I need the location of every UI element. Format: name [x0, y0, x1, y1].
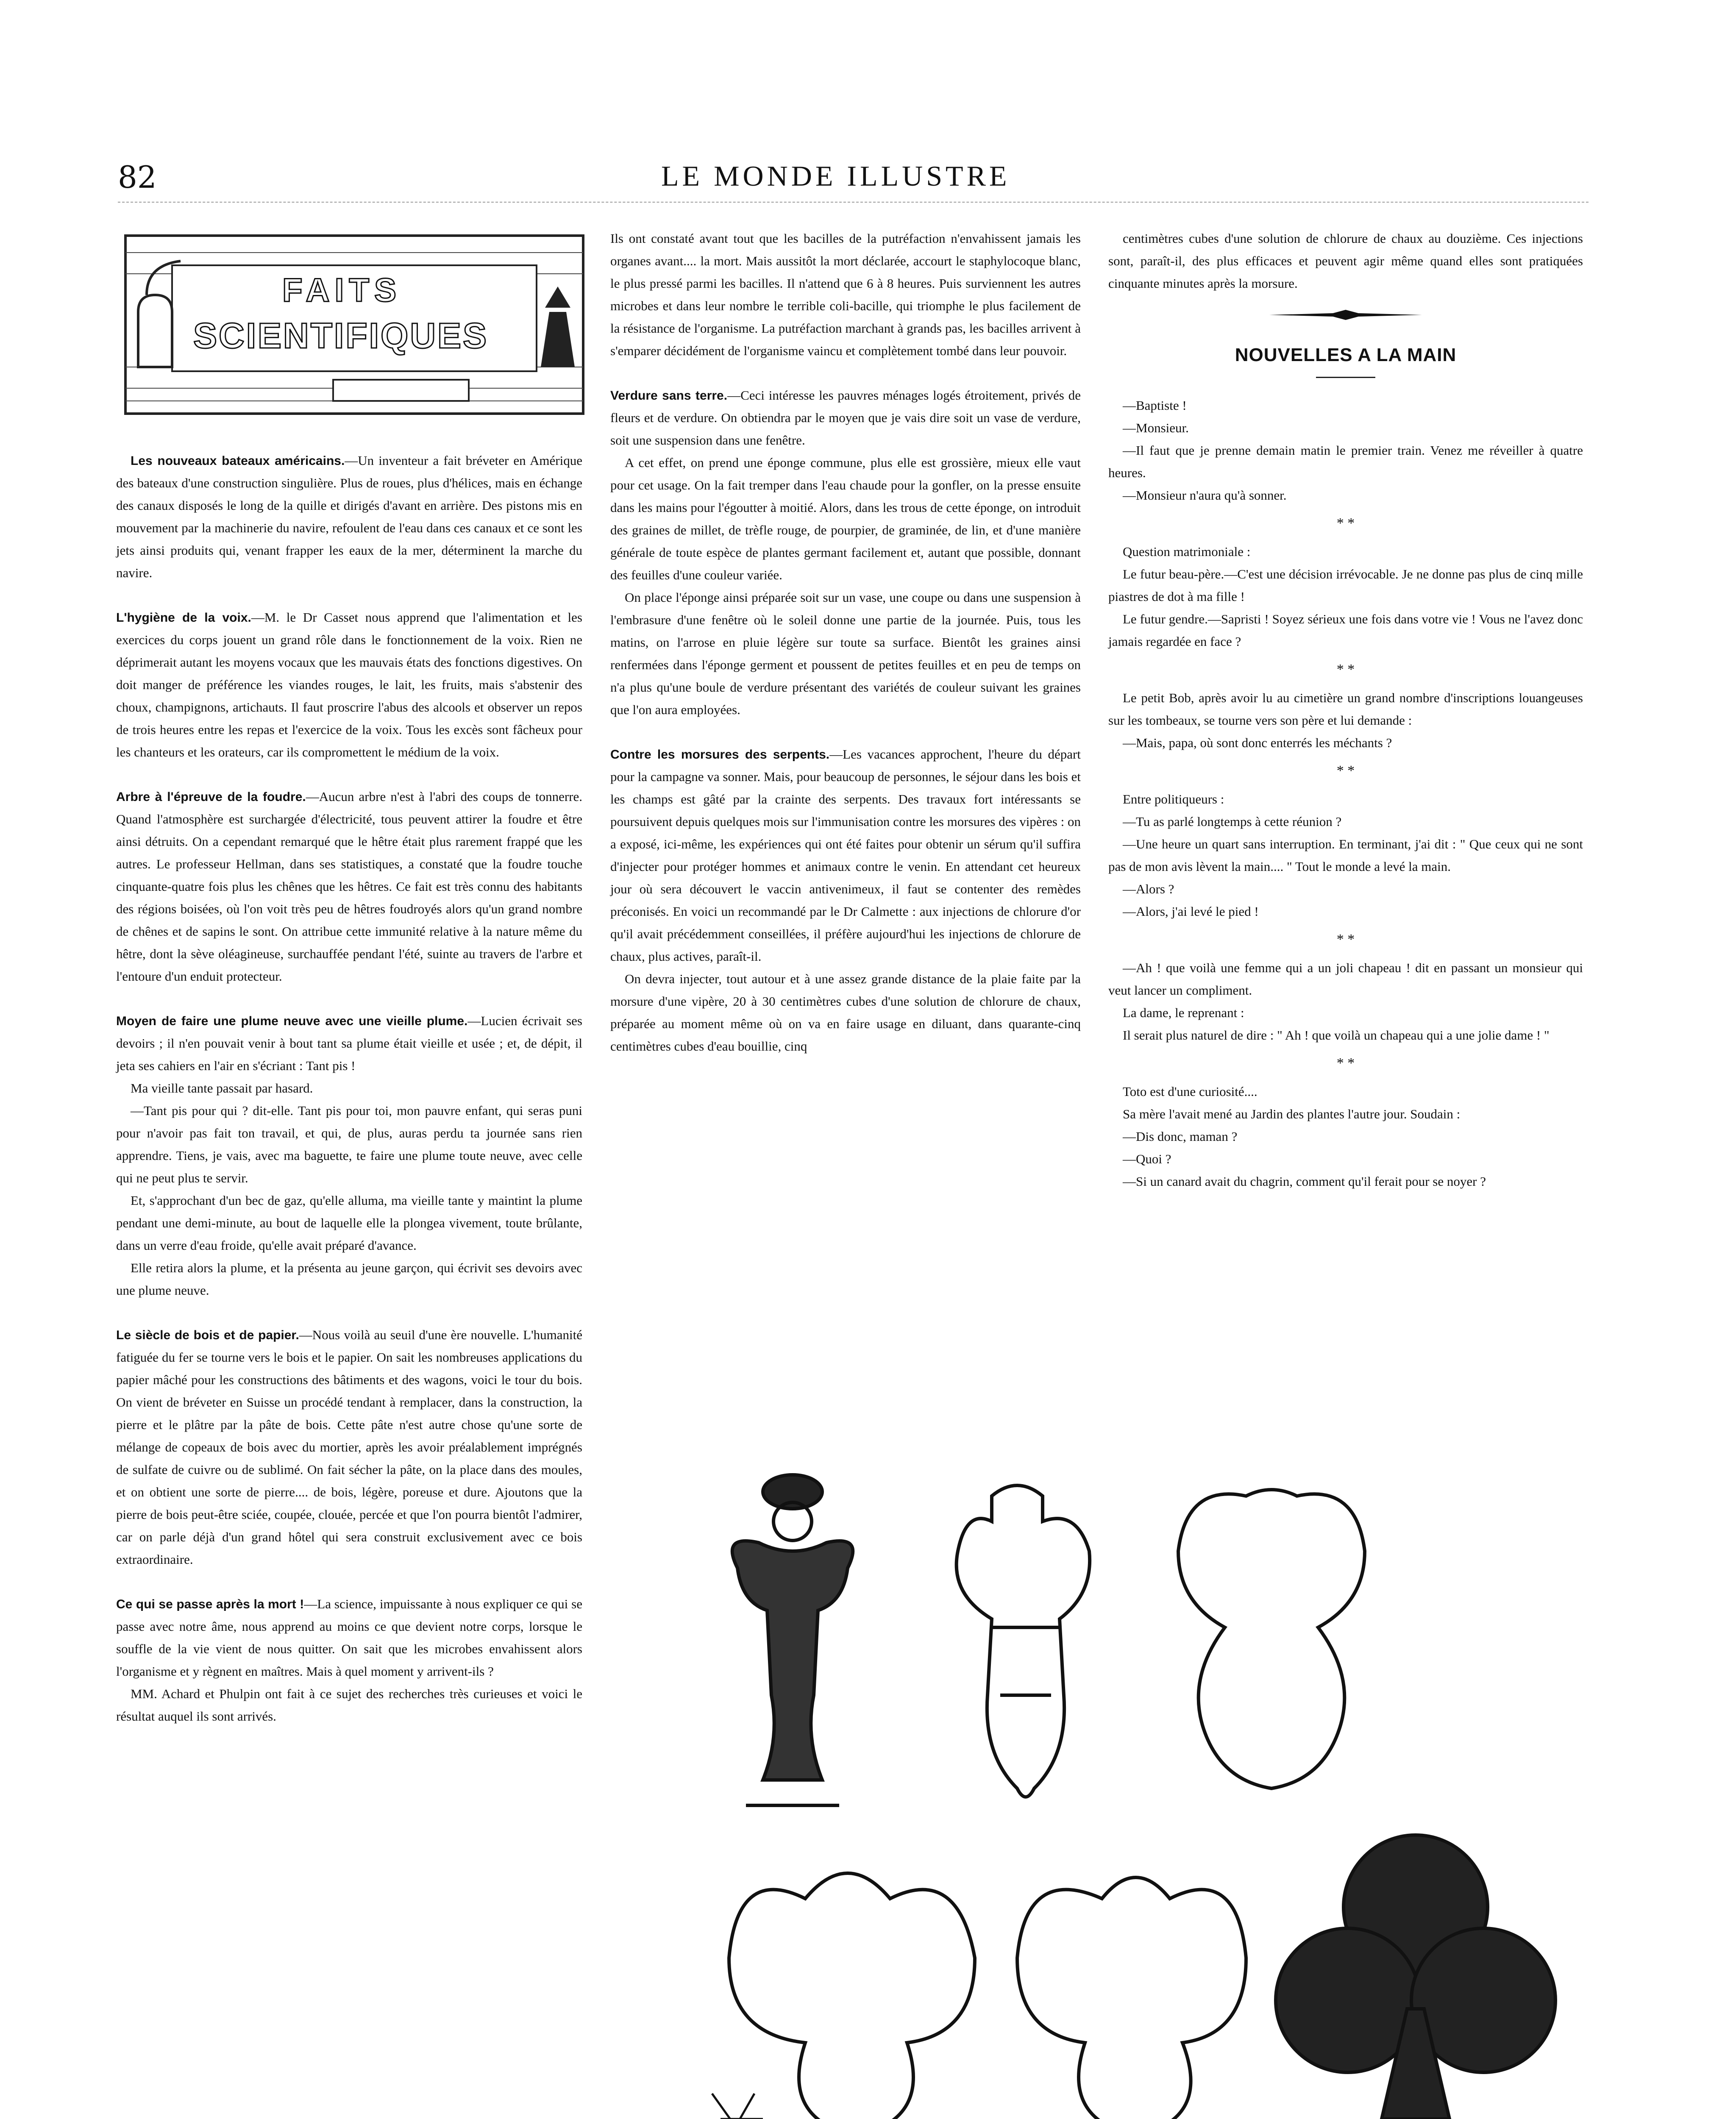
asterism: * *: [1336, 662, 1355, 677]
article-body: —Lucien écrivait ses devoirs ; il n'en pouvait venir à bout tant sa plume était vieille et usée ; et, de dépit, il jeta ses cahiers en l'air en s'écriant : Tant pis !: [116, 1013, 582, 1073]
article-body: —Ceci intéresse les pauvres ménages logés étroitement, privés de fleurs et de verdure. On obtiendra par le moyen que je vais dire soit un vase de verdure, soit une suspension dans une fenêtre.: [610, 388, 1081, 448]
article-body: —Un inventeur a fait bréveter en Amérique des bateaux d'une construction singulière. Plus de roues, plus d'hélices, mais en échange des canaux disposés le long de la quille et dirigés d'avant en arrière. Des pistons mis en mouvement par la machinerie du navire, refoulent de l'eau dans ces canaux et ce sont les jets ainsi produits qui, venant frapper les eaux de la mer, déterminent la marche du navire.: [116, 453, 582, 580]
anecdote-line: Entre politiqueurs :: [1123, 792, 1224, 806]
anecdote-line: —Il faut que je prenne demain matin le premier train. Venez me réveiller à quatre heures.: [1108, 443, 1583, 480]
article-body: —M. le Dr Casset nous apprend que l'alimentation et les exercices du corps jouent un grand rôle dans le fonctionnement de la voix. Rien ne déprimerait autant les moyens vocaux que les mauvais états des fonctions digestives. On doit manger de préférence les viandes rouges, le lait, les fruits, mais s'abstenir des choux, champignons, artichauts. Il faut proscrire l'abus des alcools et observer un repos de trois heures entre les repas et l'exercice de la voix. Tous les excès sont fâcheux pour les chanteurs et les orateurs, car ils compromettent le médium de la voix.: [116, 610, 582, 759]
article-paragraph: [610, 227, 1081, 362]
artist-signature: [712, 2094, 763, 2119]
column-1: [116, 449, 582, 1727]
article-paragraph: On place l'éponge ainsi préparée soit sur un vase, une coupe ou dans une suspension à l'embrasure d'une fenêtre où le soleil donne une partie de la journée. Puis, tous les matins, on l'arrose en pluie légère sur toute sa surface. Bientôt les graines ainsi renfermées dans l'éponge germent et poussent de petites feuilles et en peu de temps on n'a plus qu'une boule de verdure présentant des variétés de couleur suivant les graines que l'on aura employées.: [610, 590, 1081, 717]
article-title: Verdure sans terre.: [610, 389, 728, 403]
article-paragraph: A cet effet, on prend une éponge commune, plus elle est grossière, mieux elle vaut pour cet usage. On la fait tremper dans l'eau chaude pour la gonfler, on la presse ensuite dans les mains pour l'égoutter à moitié. Alors, dans les trous de cette éponge, on introduit des graines de millet, de trèfle rouge, de pourpier, de graminée, de lin, et d'une manière générale de toute espèce de plantes germant facilement et, autant que possible, donnant des feuilles d'une couleur variée.: [610, 455, 1081, 582]
section-heading: NOUVELLES A LA MAIN: [1235, 345, 1457, 365]
article-title: Les nouveaux bateaux américains.: [131, 454, 345, 468]
article-title: L'hygiène de la voix.: [116, 611, 251, 625]
anecdote-line: —Ah ! que voilà une femme qui a un joli chapeau ! dit en passant un monsieur qui veut lancer un compliment.: [1108, 960, 1583, 998]
asterism: * *: [1336, 763, 1355, 779]
ornament-divider: [1269, 310, 1422, 320]
article-title: Arbre à l'épreuve de la foudre.: [116, 790, 306, 804]
article-title: Ce qui se passe après la mort !: [116, 1597, 304, 1611]
anecdote-line: —Baptiste !: [1123, 398, 1187, 413]
article-paragraph: On devra injecter, tout autour et à une assez grande distance de la plaie faite par la morsure d'une vipère, 20 à 30 centimètres cubes d'une solution de chlorure de chaux, préparée au moment même où on va en faire usage en diluant, dans quarante-cinq centimètres cubes d'eau bouillie, cinq: [610, 971, 1081, 1054]
article-title: Contre les morsures des serpents.: [610, 748, 830, 762]
article-body: —Nous voilà au seuil d'une ère nouvelle. L'humanité fatiguée du fer se tourne vers le bois et le papier. On sait les nombreuses applications du papier mâché pour les constructions des bâtiments et des wagons, voici le tour du bois. On vient de bréveter en Suisse un procédé tendant à remplacer, dans la construction, la pierre et le plâtre par la pâte de bois. Cette pâte n'est autre chose qu'une sorte de mélange de copeaux de bois avec du mortier, après les avoir préalablement imprégnés de sulfate de cuivre ou de sublimé. On fait sécher la pâte, on la place dans des moules, et on obtient une sorte de pierre.... de bois, légère, poreuse et dure. Ajoutons que la pierre de bois peut-être sciée, coupée, clouée, percée et que l'on pourra bientôt l'admirer, car on parle déjà d'un grand hôtel qui sera construit exclusivement avec ce bois extraordinaire.: [116, 1327, 582, 1567]
anecdote-line: Toto est d'une curiosité....: [1123, 1084, 1257, 1099]
trefoil-outline-2: [1017, 1877, 1246, 2119]
column-3: [1108, 227, 1583, 1193]
anecdote-line: —Monsieur.: [1123, 420, 1189, 435]
faits-scientifiques-banner: [121, 227, 587, 426]
trefoil-outline-1: [729, 1873, 975, 2119]
banner-line1: FAITS: [282, 271, 402, 309]
woman-figure: [732, 1475, 853, 1805]
header-rule: [118, 202, 1589, 203]
asterism: * *: [1336, 1055, 1355, 1071]
article-paragraph: MM. Achard et Phulpin ont fait à ce sujet des recherches très curieuses et voici le résultat auquel ils sont arrivés.: [116, 1686, 582, 1724]
anecdote-line: —Si un canard avait du chagrin, comment qu'il ferait pour se noyer ?: [1123, 1174, 1486, 1189]
column-2: [610, 227, 1081, 1057]
anecdote-line: —Tu as parlé longtemps à cette réunion ?: [1123, 814, 1342, 829]
article-paragraph: Elle retira alors la plume, et la présenta au jeune garçon, qui écrivit ses devoirs avec une plume neuve.: [116, 1260, 582, 1298]
anecdote-line: —Une heure un quart sans interruption. En terminant, j'ai dit : " Que ceux qui ne sont pas de mon avis lèvent la main.... " Tout le monde a levé la main.: [1108, 837, 1583, 874]
club-symbol: [1276, 1835, 1555, 2119]
article-paragraph: [116, 449, 582, 584]
article-paragraph: Ma vieille tante passait par hasard.: [131, 1081, 313, 1096]
article-body: —Aucun arbre n'est à l'abri des coups de tonnerre. Quand l'atmosphère est surchargée d'électricité, tous peuvent attirer la foudre et être ainsi détruits. On a cependant remarqué que le hêtre était plus rarement frappé que les autres. Le professeur Hellman, dans ses statistiques, a constaté que la foudre touche cinquante-quatre fois plus les chênes que les hêtres. Ce fait est très connu des habitants des régions boisées, où l'on voit très peu de hêtres foudroyés alors qu'un grand nombre de chênes et de sapins le sont. On attribue cette immunité relative à la nature même du hêtre, dont la sève oléagineuse, surchauffée pendant l'été, suinte au travers de l'arbre et l'entoure d'un enduit protecteur.: [116, 789, 583, 984]
anecdote-line: —Monsieur n'aura qu'à sonner.: [1123, 488, 1287, 503]
anecdote-line: —Alors, j'ai levé le pied !: [1123, 904, 1259, 919]
heading-rule: [1316, 377, 1375, 378]
transition-figure-2: [1178, 1490, 1365, 1788]
article-paragraph: [116, 1009, 582, 1077]
article-paragraph: [116, 606, 582, 763]
article-paragraph: —Tant pis pour qui ? dit-elle. Tant pis pour toi, mon pauvre enfant, qui seras puni pour n'avoir pas fait ton travail, et qui, de plus, auras perdu ta journée sans rien apprendre. Tiens, je vais, avec ma baguette, te faire une plume toute neuve, avec celle qui ne peut plus te servir.: [116, 1103, 582, 1185]
anecdote-line: —Alors ?: [1123, 882, 1174, 896]
anecdote-line: Il serait plus naturel de dire : " Ah ! que voilà un chapeau qui a une jolie dame ! ": [1123, 1028, 1550, 1043]
banner-line2: SCIENTIFIQUES: [193, 316, 489, 356]
article-body: Ils ont constaté avant tout que les bacilles de la putréfaction n'envahissent jamais les organes avant.... la mort. Mais aussitôt la mort déclarée, accourt le staphylocoque blanc, le plus pressé parmi les bacilles. Il n'attend que 6 à 8 heures. Puis surviennent les autres microbes et dans leur nombre le terrible coli-bacille, qui triomphe le plus facilement de la résistance de l'organisme. La putréfaction marchant à grands pas, les bacilles arrivent à s'emparer décidément de l'organisme vaincu et complètement tombé dans leur pouvoir.: [610, 231, 1081, 358]
anecdote-line: —Mais, papa, où sont donc enterrés les méchants ?: [1123, 735, 1392, 750]
article-paragraph: centimètres cubes d'une solution de chlorure de chaux au douzième. Ces injections sont, paraît-il, des plus efficaces et peuvent agir même quand elles sont pratiquées cinquante minutes après la morsure.: [1108, 231, 1583, 291]
anecdote-line: Question matrimoniale :: [1123, 544, 1251, 559]
anecdote-line: —Dis donc, maman ?: [1123, 1129, 1238, 1144]
anecdote-line: Le petit Bob, après avoir lu au cimetière un grand nombre d'inscriptions louangeuses sur les tombeaux, se tourne vers son père et lui demande :: [1108, 690, 1583, 728]
anecdote-line: Sa mère l'avait mené au Jardin des plantes l'autre jour. Soudain :: [1123, 1107, 1461, 1121]
article-paragraph: [116, 1324, 582, 1571]
evolution-illustration: [695, 1458, 1602, 2119]
asterism: * *: [1336, 515, 1355, 531]
article-body: —Les vacances approchent, l'heure du départ pour la campagne va sonner. Mais, pour beaucoup de personnes, le séjour dans les bois et les champs est gâté par la crainte des serpents. Des travaux fort intéressants se poursuivent depuis quelques mois sur l'immunisation contre les morsures des vipères : on a exposé, ici-même, les expériences qui ont été faites pour obtenir un sérum qu'il suffira d'injecter pour protéger hommes et animaux contre le venin. En attendant cet heureux jour où sera découvert le vaccin antivenimeux, il faut se contenter des remèdes préconisés. En voici un recommandé par le Dr Calmette : aux injections de chlorure d'or qu'il avait précédemment conseillées, il préfère aujourd'hui les injections de chlorure de chaux, plus actives, paraît-il.: [610, 747, 1081, 964]
article-title: Moyen de faire une plume neuve avec une vieille plume.: [116, 1014, 468, 1028]
anecdote-line: —Quoi ?: [1123, 1151, 1171, 1166]
article-paragraph: [610, 743, 1081, 968]
anecdote-line: Le futur gendre.—Sapristi ! Soyez sérieux une fois dans votre vie ! Vous ne l'avez donc jamais regardée en face ?: [1108, 612, 1583, 649]
article-paragraph: [610, 384, 1081, 451]
page-number: 82: [118, 159, 157, 195]
masthead: LE MONDE ILLUSTRE: [661, 160, 1010, 192]
article-body: —La science, impuissante à nous expliquer ce qui se passe avec notre âme, nous apprend au moins ce que devient notre corps, lorsque le souffle de la vie vient de nous quitter. On sait que les microbes envahissent alors l'organisme et y règnent en maîtres. Mais à quel moment y arrivent-ils ?: [116, 1596, 582, 1679]
anecdote-line: La dame, le reprenant :: [1123, 1005, 1244, 1020]
transition-figure-1: [957, 1485, 1090, 1797]
asterism: * *: [1336, 932, 1355, 947]
article-paragraph: [116, 1593, 582, 1682]
article-title: Le siècle de bois et de papier.: [116, 1328, 299, 1342]
article-paragraph: Et, s'approchant d'un bec de gaz, qu'elle alluma, ma vieille tante y maintint la plume pendant une demi-minute, au bout de laquelle elle la plongea vivement, toute brûlante, dans un verre d'eau froide, qu'elle avait préparé d'avance.: [116, 1193, 582, 1253]
article-paragraph: [116, 785, 582, 987]
lamp-icon: [541, 286, 575, 367]
anecdote-line: Le futur beau-père.—C'est une décision irrévocable. Je ne donne pas plus de cinq mille piastres de dot à ma fille !: [1108, 567, 1583, 604]
